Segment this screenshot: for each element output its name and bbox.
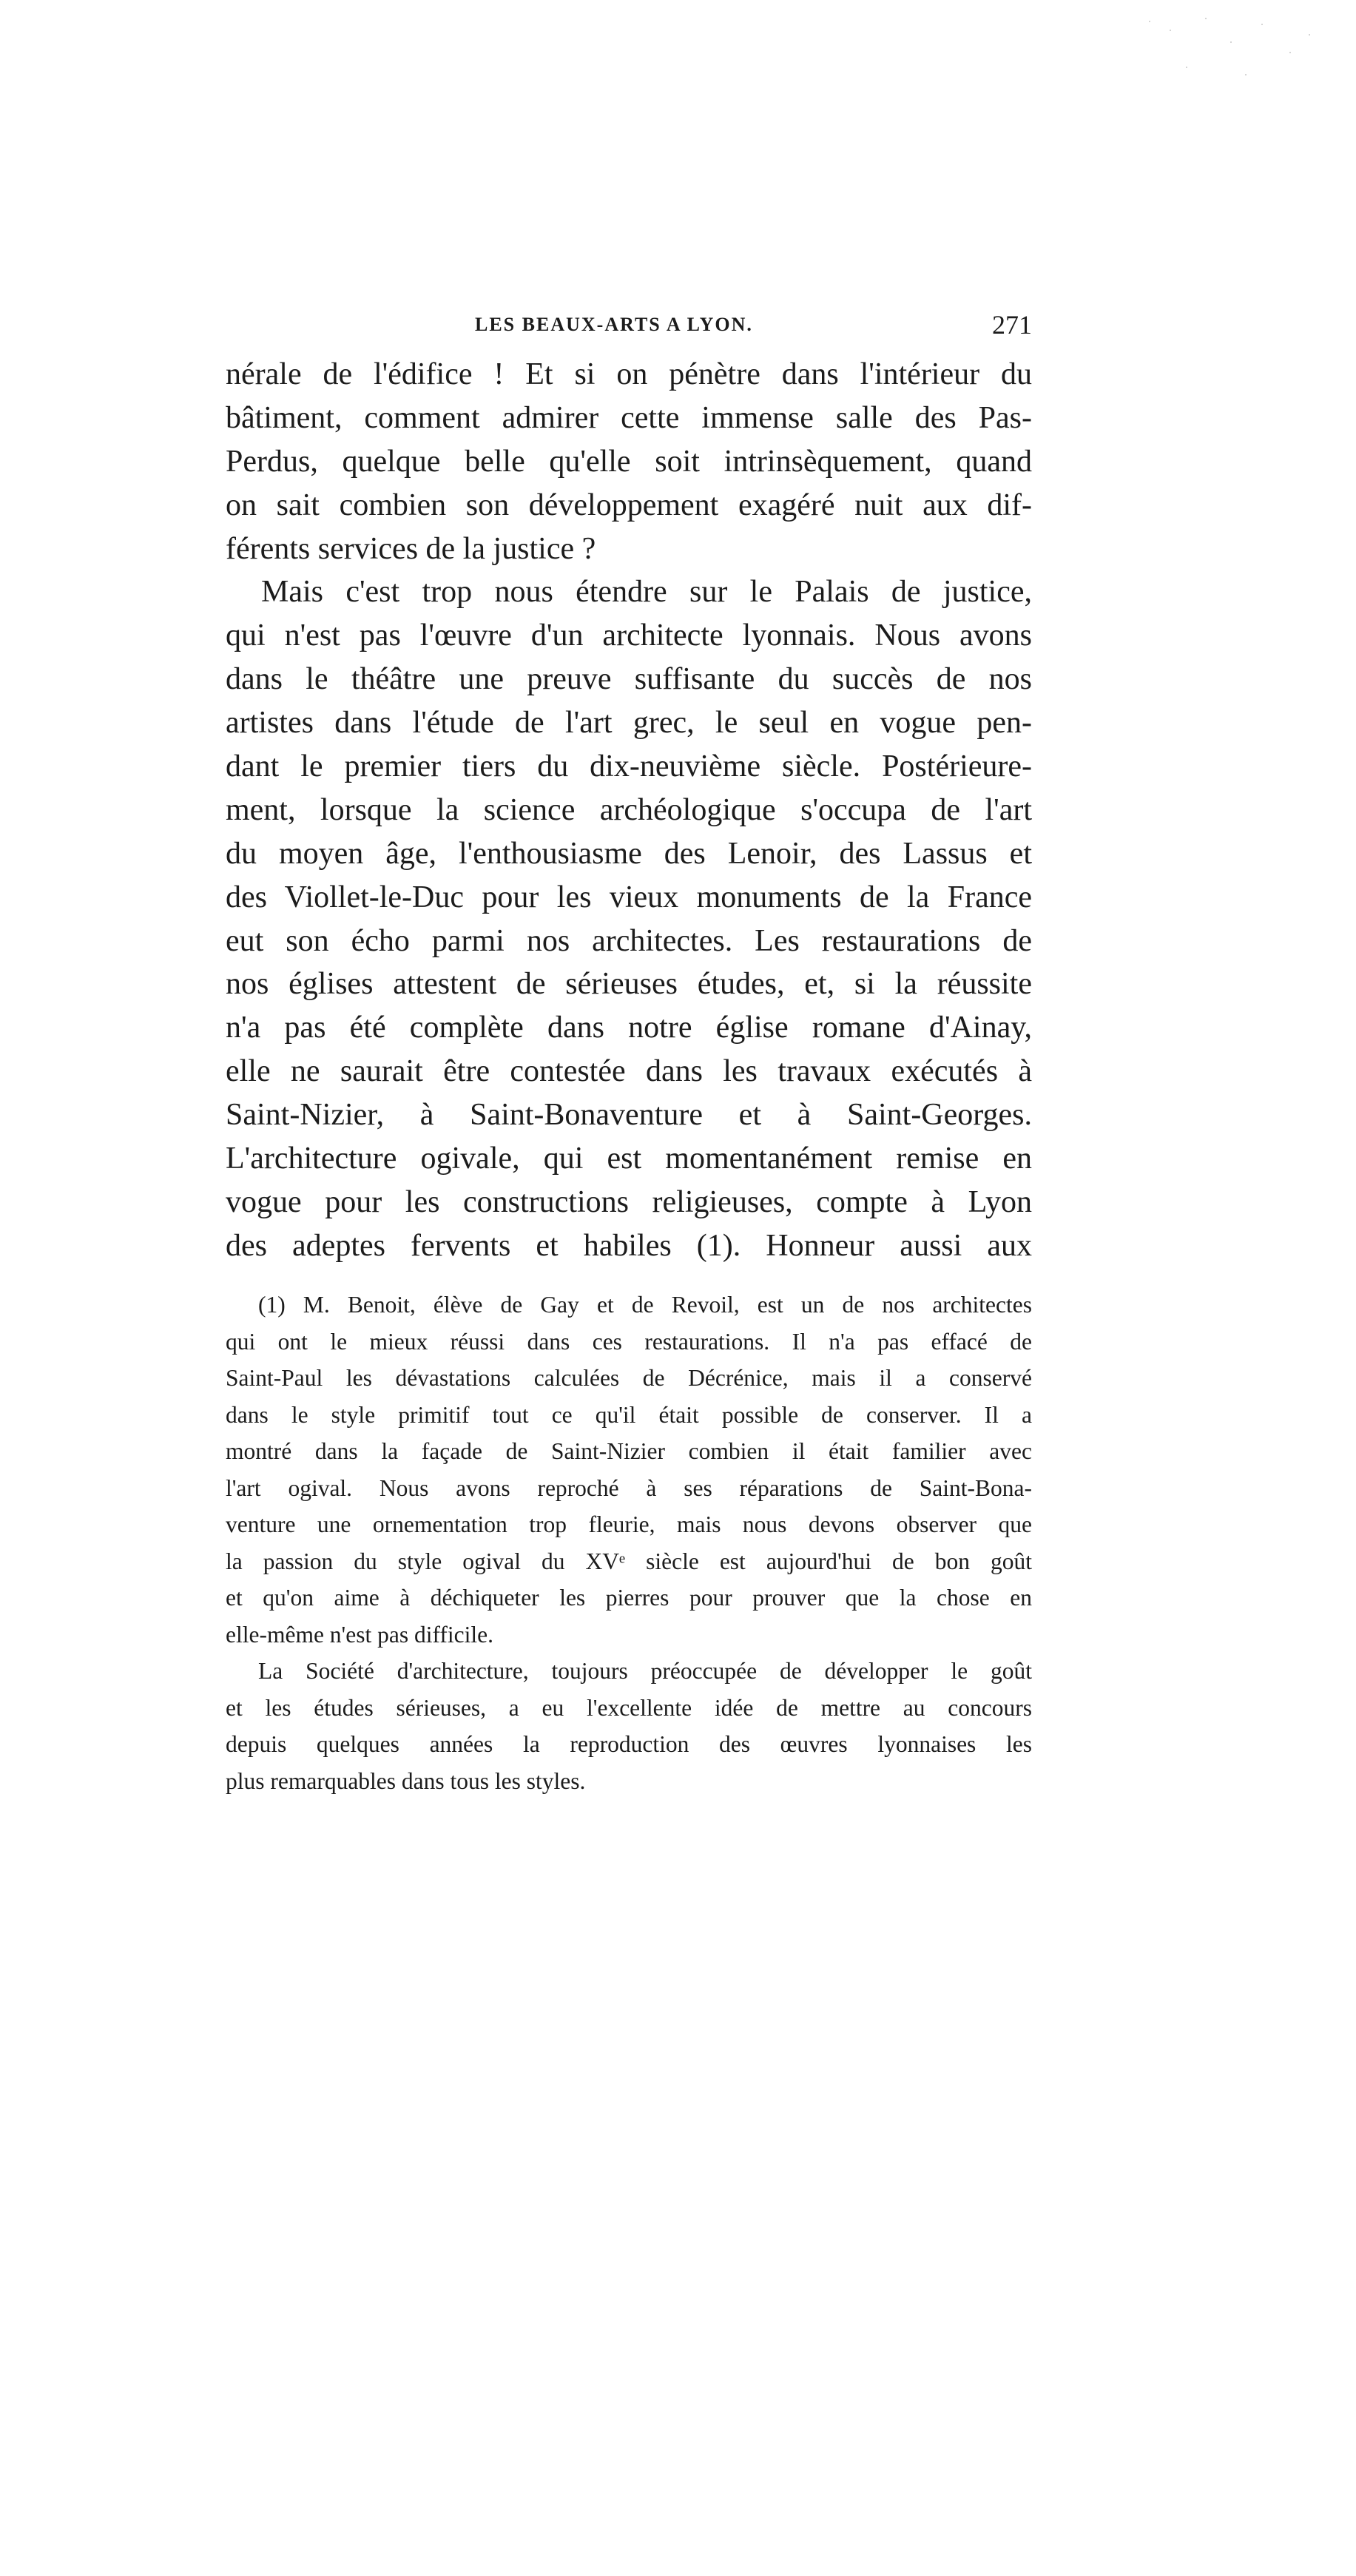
body-line: nos églises attestent de sérieuses études, et, si la réussite bbox=[226, 967, 1032, 1002]
footnote-line: depuis quelques années la reproduction des œuvres lyonnaises les bbox=[226, 1731, 1032, 1757]
body-line: bâtiment, comment admirer cette immense salle des Pas- bbox=[226, 400, 1032, 435]
body-line: des adeptes fervents et habiles (1). Honneur aussi aux bbox=[226, 1228, 1032, 1263]
body-line: des Viollet-le-Duc pour les vieux monuments de la France bbox=[226, 880, 1032, 914]
footnote-line: et qu'on aime à déchiqueter les pierres pour prouver que la chose en bbox=[226, 1585, 1032, 1611]
body-line: artistes dans l'étude de l'art grec, le seul en vogue pen- bbox=[226, 706, 1032, 741]
body-line: férents services de la justice ? bbox=[226, 531, 596, 566]
page-number: 271 bbox=[992, 310, 1032, 340]
footnote-line: dans le style primitif tout ce qu'il était possible de conserver. Il a bbox=[226, 1401, 1032, 1428]
page-header bbox=[226, 309, 1032, 346]
paper-specks bbox=[1134, 7, 1326, 89]
body-line: du moyen âge, l'enthousiasme des Lenoir, des Lassus et bbox=[226, 836, 1032, 871]
body-line: Perdus, quelque belle qu'elle soit intrinsèquement, quand bbox=[226, 444, 1032, 479]
footnote-line: Saint-Paul les dévastations calculées de Décrénice, mais il a conservé bbox=[226, 1365, 1032, 1391]
footnotes bbox=[226, 1287, 1032, 1799]
body-line: vogue pour les constructions religieuses, compte à Lyon bbox=[226, 1184, 1032, 1219]
footnote-line: (1) M. Benoit, élève de Gay et de Revoil, est un de nos architectes bbox=[258, 1292, 1032, 1318]
body-line: dans le théâtre une preuve suffisante du succès de nos bbox=[226, 662, 1032, 697]
running-title: LES BEAUX-ARTS A LYON. bbox=[475, 314, 753, 335]
body-line: Mais c'est trop nous étendre sur le Palais de justice, bbox=[261, 575, 1032, 610]
body-line: L'architecture ogivale, qui est momentanément remise en bbox=[226, 1142, 1032, 1176]
body-line: dant le premier tiers du dix-neuvième siècle. Postérieure- bbox=[226, 749, 1032, 784]
footnote-line: La Société d'architecture, toujours préoccupée de développer le goût bbox=[258, 1658, 1032, 1684]
body-line: eut son écho parmi nos architectes. Les restaurations de bbox=[226, 923, 1032, 958]
body-line: n'a pas été complète dans notre église romane d'Ainay, bbox=[226, 1011, 1032, 1045]
body-line: ment, lorsque la science archéologique s'occupa de l'art bbox=[226, 792, 1032, 827]
footnote-line: et les études sérieuses, a eu l'excellente idée de mettre au concours bbox=[226, 1694, 1032, 1721]
footnote-line: qui ont le mieux réussi dans ces restaurations. Il n'a pas effacé de bbox=[226, 1328, 1032, 1355]
body-line: nérale de l'édifice ! Et si on pénètre dans l'intérieur du bbox=[226, 357, 1032, 391]
body-text bbox=[226, 353, 1032, 1268]
body-line: qui n'est pas l'œuvre d'un architecte lyonnais. Nous avons bbox=[226, 618, 1032, 653]
footnote-line: la passion du style ogival du XVᵉ siècle est aujourd'hui de bon goût bbox=[226, 1548, 1032, 1574]
footnote-line: l'art ogival. Nous avons reproché à ses réparations de Saint-Bona- bbox=[226, 1474, 1032, 1501]
body-line: elle ne saurait être contestée dans les travaux exécutés à bbox=[226, 1054, 1032, 1089]
body-line: on sait combien son développement exagéré nuit aux dif- bbox=[226, 488, 1032, 522]
footnote-line: montré dans la façade de Saint-Nizier combien il était familier avec bbox=[226, 1438, 1032, 1464]
body-line: Saint-Nizier, à Saint-Bonaventure et à Saint-Georges. bbox=[226, 1098, 1032, 1133]
footnote-line: elle-même n'est pas difficile. bbox=[226, 1621, 493, 1648]
footnote-line: venture une ornementation trop fleurie, mais nous devons observer que bbox=[226, 1511, 1032, 1537]
footnote-line: plus remarquables dans tous les styles. bbox=[226, 1767, 586, 1794]
